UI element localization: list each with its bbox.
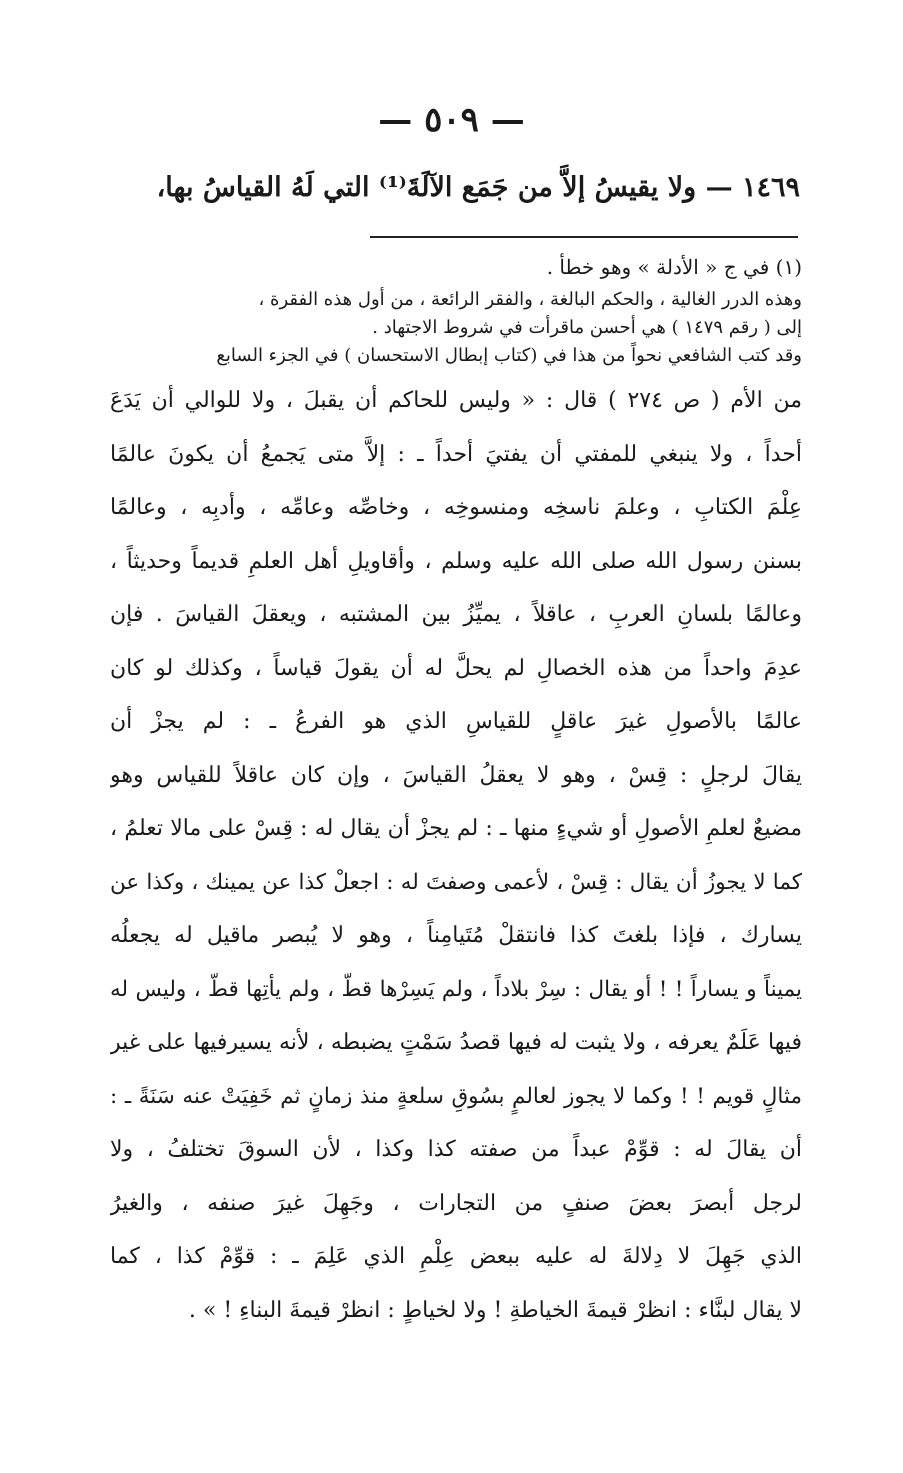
quote-line: فيها عَلَمٌ يعرفه ، ولا يثبت له فيها قصدُ سَمْتٍ يضبطه ، لأنه يسيرفيها على غير [110, 1030, 802, 1055]
quote-line: الذي جَهِلَ لا دِلالةَ له عليه ببعض عِلْمِ الذي عَلِمَ ـ : قوِّمْ كذا ، كما [110, 1244, 802, 1269]
quote-line: من الأم ( ص ٢٧٤ ) قال : « وليس للحاكم أن يقبلَ ، ولا للوالي أن يَدَعَ [110, 388, 802, 413]
quote-line: أن يقالَ له : قوِّمْ عبداً من صفته كذا وكذا ، لأن السوقَ تختلفُ ، ولا [110, 1137, 802, 1162]
quote-line: عدِمَ واحداً من هذه الخصالِ لم يحلَّ له أن يقولَ قياساً ، وكذلك لو كان [110, 655, 802, 681]
quote-line: مثالٍ قويم ! ! وكما لا يجوز لعالمٍ بسُوقِ سلعةٍ منذ زمانٍ ثم خَفِيَتْ عنه سَنَةً ـ : [110, 1083, 802, 1109]
page-number: — ٥٠٩ — [378, 100, 525, 140]
quote-line: عالمًا بالأصولِ غيرَ عاقلٍ للقياسِ الذي هو الفرعُ ـ : لم يجزْ أن [110, 709, 802, 734]
quote-line: لا يقال لبنَّاء : انظرْ قيمةَ الخياطةِ ! ولا لخياطٍ : انظرْ قيمةَ البناءِ ! » . [188, 1297, 802, 1323]
quote-line: أحداً ، ولا ينبغي للمفتي أن يفتيَ أحداً ـ : إلاَّ متى يَجمعُ أن يكونَ عالمًا [110, 441, 802, 467]
quote-line: بسنن رسول الله صلى الله عليه وسلم ، وأقاويلِ أهل العلمِ قديماً وحديثاً ، [110, 548, 802, 574]
quote-line: يقالَ لرجلٍ : قِسْ ، وهو لا يعقلُ القياسَ ، وإن كان عاقلاً للقياس وهو [110, 762, 802, 788]
note-intro-line: وهذه الدرر الغالية ، والحكم البالغة ، والفقر الرائعة ، من أول هذه الفقرة ، [258, 289, 802, 310]
quote-line: كما لا يجوزُ أن يقال : قِسْ ، لأعمى وصفتَ له : اجعلْ كذا عن يمينك ، وكذا عن [110, 869, 802, 895]
quote-line: يميناً و يساراً ! ! أو يقال : سِرْ بلاداً ، ولم يَسِرْها قطّ ، ولم يأتِها قطّ ، وليس له [110, 976, 802, 1002]
quote-line: وعالمًا بلسانِ العربِ ، عاقلاً ، يميِّزُ بين المشتبه ، ويعقلَ القياسَ . فإن [110, 602, 802, 627]
footnote-divider [370, 236, 798, 238]
quote-line: مضيعٌ لعلمِ الأصولِ أو شيءٍ منها ـ : لم يجزْ أن يقال له : قِسْ على مالا تعلمُ ، [110, 816, 802, 841]
main-text-line: ١٤٦٩ — ولا يقيسُ إلاَّ من جَمَع الآلَةَ⁽¹⁾ التي لَهُ القياسُ بها، [156, 172, 800, 203]
note-quote-intro: وقد كتب الشافعي نحواً من هذا في (كتاب إبطال الاستحسان ) في الجزء السابع [216, 345, 802, 366]
quote-line: لرجل أبصرَ بعضَ صنفٍ من التجارات ، وجَهِلَ غيرَ صنفه ، والغيرُ [110, 1190, 802, 1216]
quote-line: عِلْمَ الكتابِ ، وعلمَ ناسخِه ومنسوخِه ، وخاصِّه وعامِّه ، وأدبِه ، وعالمًا [110, 495, 802, 520]
quote-line: يسارك ، فإذا بلغتَ كذا فانتقلْ مُتَيامِناً ، وهو لا يُبصر ماقيل له يجعلُه [110, 923, 802, 948]
footnotes-section [110, 252, 802, 1337]
note-intro-line: إلى ( رقم ١٤٧٩ ) هي أحسن ماقرأت في شروط الاجتهاد . [372, 317, 802, 338]
footnote-reference: (١) في ج « الأدلة » وهو خطأ . [546, 255, 802, 279]
